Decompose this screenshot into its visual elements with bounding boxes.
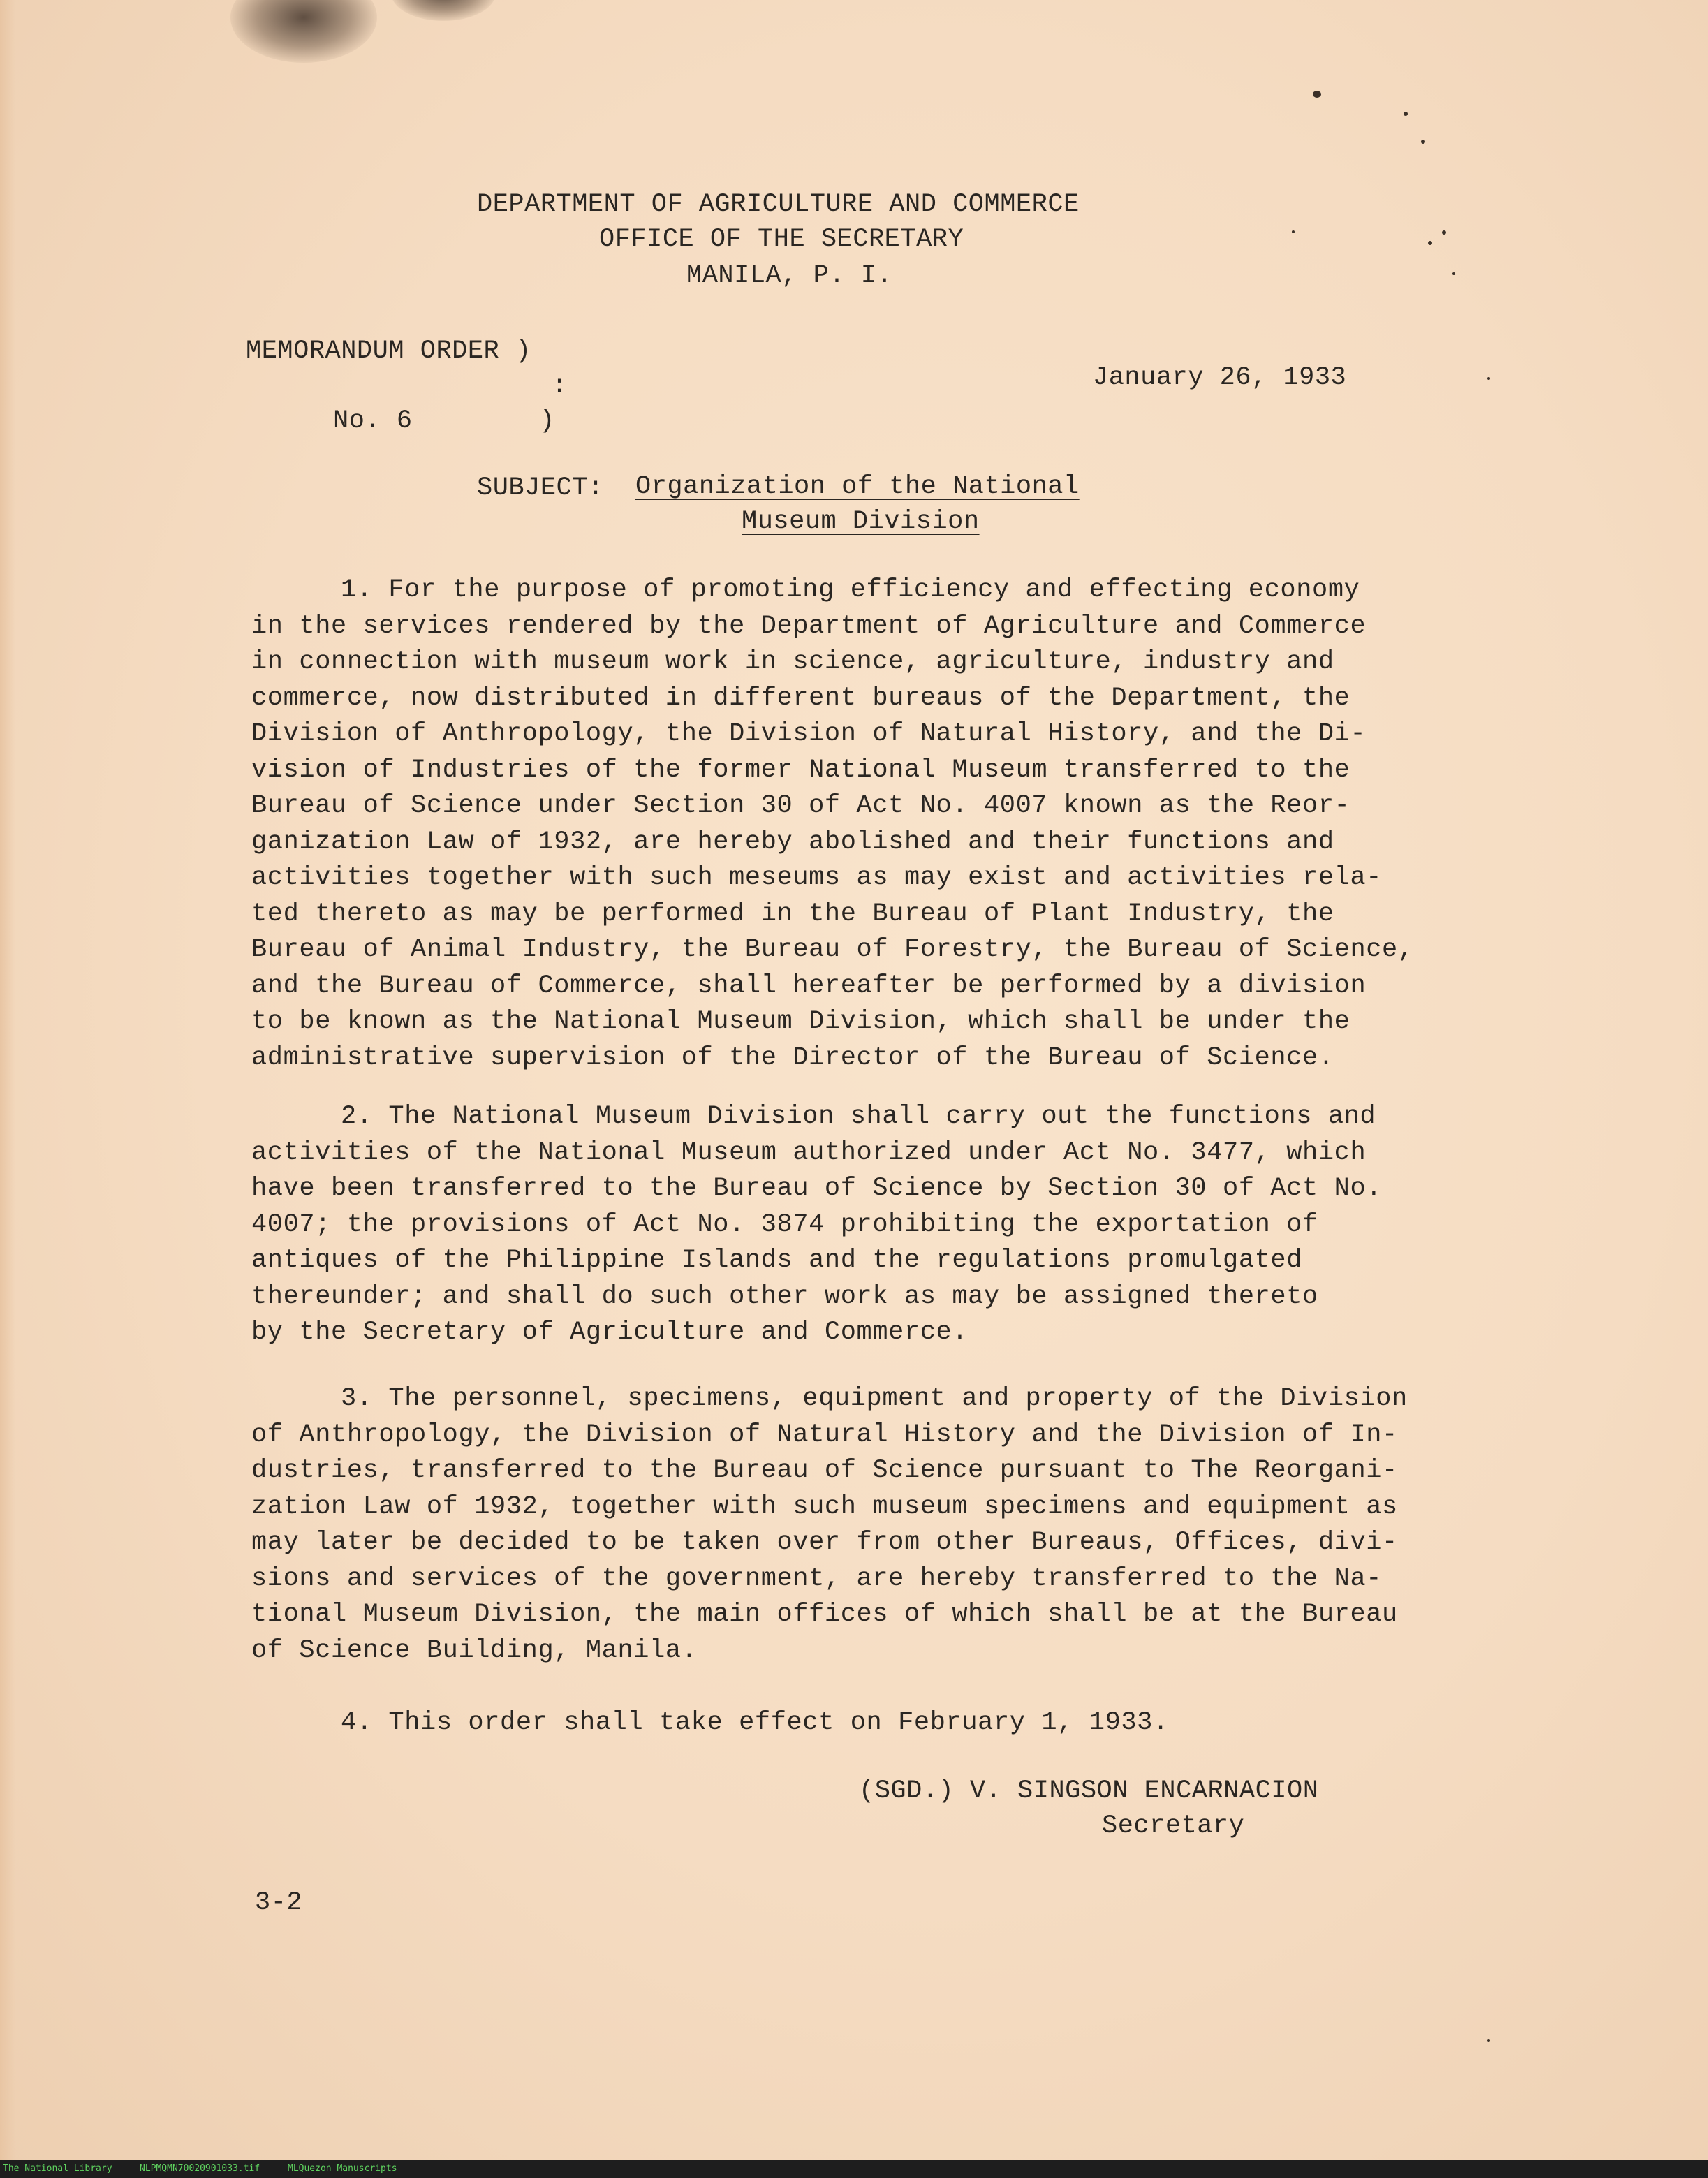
footer-source: The National Library: [3, 2163, 112, 2174]
order-date: January 26, 1933: [1093, 363, 1347, 392]
ink-speck: [1442, 230, 1446, 235]
ink-speck: [1487, 377, 1490, 380]
department-heading: DEPARTMENT OF AGRICULTURE AND COMMERCE: [477, 190, 1080, 219]
ink-speck: [1404, 112, 1408, 116]
memorandum-order-title: MEMORANDUM ORDER ): [246, 337, 531, 366]
ink-speck: [1452, 272, 1455, 275]
paragraph-4: 4. This order shall take effect on February 1, 1933.: [341, 1708, 1169, 1737]
ink-speck: [1487, 2039, 1490, 2042]
ink-smudge: [391, 0, 496, 21]
order-bracket-colon: :: [552, 371, 568, 401]
order-number: No. 6 ): [333, 406, 555, 436]
paragraph-3: 3. The personnel, specimens, equipment and property of the Division of Anthropology, the Division of Natural History and the Division of In- dustries, transferred to the Bureau of Science pursuant to The Reorgani- zation Law of 1932, together with such museum specimens and equipment as may later be decided to be taken over from other Bureaus, Offices, divi- sions and services of the government, are hereby transferred to the Na- tional Museum Division, the main offices of which shall be at the Bureau of Science Building, Manila.: [251, 1384, 1408, 1665]
footer-file: NLPMQMN70020901033.tif: [140, 2163, 260, 2174]
archive-footer-bar: [0, 2160, 1708, 2178]
ink-smudge: [230, 0, 377, 63]
ink-speck: [1421, 140, 1425, 144]
location-heading: MANILA, P. I.: [686, 261, 893, 290]
footer-collection: MLQuezon Manuscripts: [288, 2163, 397, 2174]
signature-title: Secretary: [1102, 1811, 1245, 1841]
subject-label: SUBJECT:: [477, 473, 604, 503]
ink-speck: [1313, 91, 1321, 98]
subject-line-1: Organization of the National: [635, 472, 1080, 501]
ink-speck: [1428, 241, 1432, 245]
ink-speck: [1292, 230, 1295, 233]
office-heading: OFFICE OF THE SECRETARY: [599, 225, 964, 254]
subject-line-2: Museum Division: [742, 507, 980, 536]
paragraph-1: 1. For the purpose of promoting efficiency and effecting economy in the services rendered by the Department of Agriculture and Commerce in connection with museum work in science, agriculture, industry and commerce, now distributed in different bureaus of the Department, the Division of Anthropology, the Division of Natural History, and the Di- vision of Industries of the former National Museum transferred to the Bureau of Science under Section 30 of Act No. 4007 known as the Reor- ganization Law of 1932, are hereby abolished and their functions and activities together with such meseums as may exist and activities rela- ted thereto as may be performed in the Bureau of Plant Industry, the Bureau of Animal Industry, the Bureau of Forestry, the Bureau of Science, and the Bureau of Commerce, shall hereafter be performed by a division to be known as the National Museum Division, which shall be under the administrative supervision of the Director of the Bureau of Science.: [251, 575, 1414, 1073]
paragraph-2: 2. The National Museum Division shall carry out the functions and activities of the National Museum authorized under Act No. 3477, which have been transferred to the Bureau of Science by Section 30 of Act No. 4007; the provisions of Act No. 3874 prohibiting the exportation of antiques of the Philippine Islands and the regulations promulgated thereunder; and shall do such other work as may be assigned thereto by the Secretary of Agriculture and Commerce.: [251, 1102, 1383, 1347]
page-code: 3-2: [255, 1888, 303, 1918]
signature-name: (SGD.) V. SINGSON ENCARNACION: [859, 1776, 1319, 1806]
page-edge-shadow: [0, 0, 15, 2160]
